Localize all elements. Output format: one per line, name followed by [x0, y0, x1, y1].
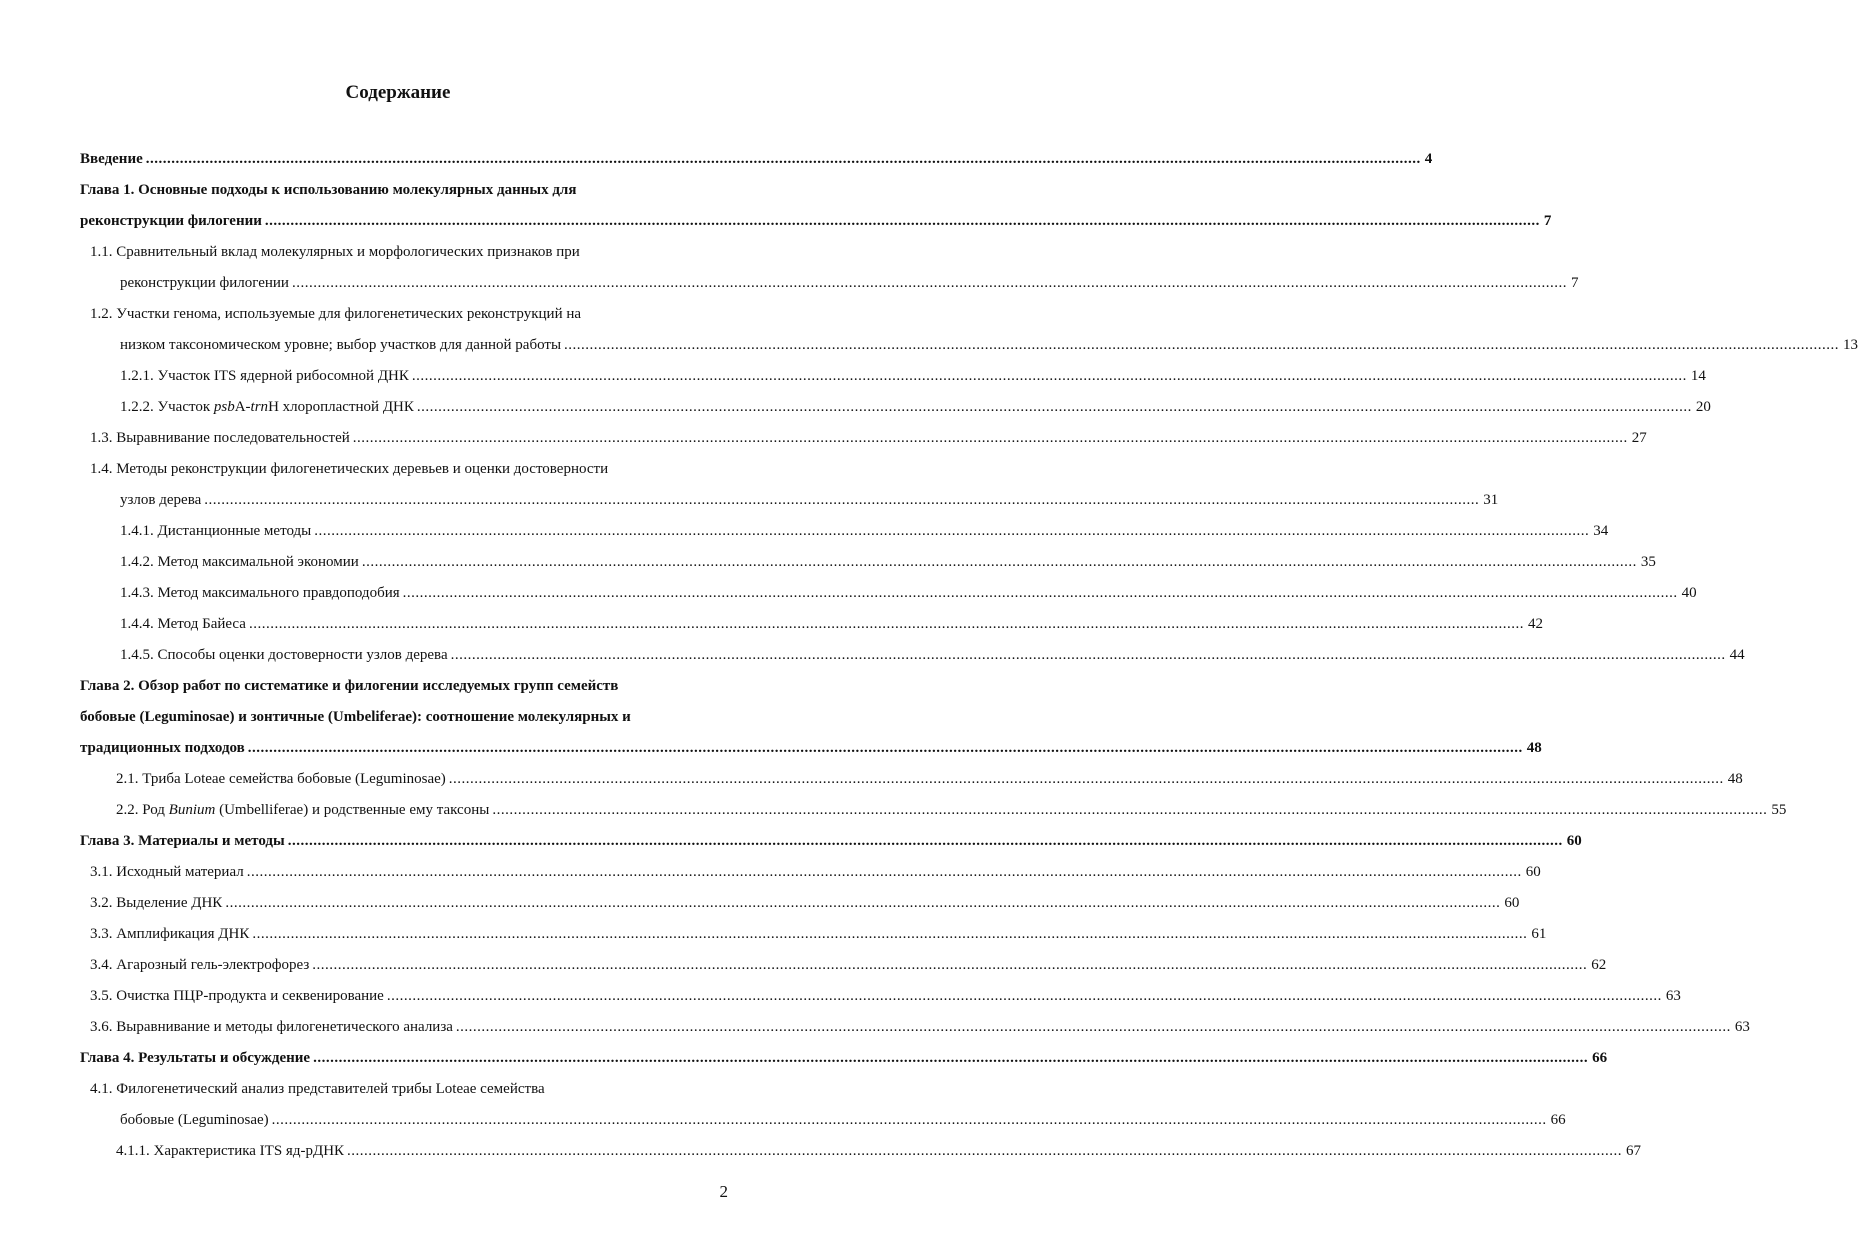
toc-entry-1-4-1[interactable]	[0, 516, 1609, 547]
page-title: Содержание	[345, 82, 451, 103]
toc-entry-text: 3.1. Исходный материал	[90, 864, 244, 880]
toc-entry-text: 1.2.2. Участок psbA-trnH хлоропластной ДНК	[120, 399, 414, 415]
toc-entry-3-6[interactable]	[0, 1012, 1750, 1043]
toc-entry-text: 4.1. Филогенетический анализ представителей трибы Loteae семейства	[90, 1081, 545, 1097]
toc-page-number: 13	[1843, 337, 1858, 353]
toc-entry-text: 3.5. Очистка ПЦР-продукта и секвенирование	[90, 988, 384, 1004]
toc-entry-1-4-3[interactable]	[0, 578, 1697, 609]
leader-dots: ............................................................................................................................................................................................................................................................................................................	[248, 616, 1524, 632]
toc-entry-chapter-2[interactable]	[0, 733, 1542, 764]
toc-entry-text: 1.1. Сравнительный вклад молекулярных и морфологических признаков при	[90, 244, 580, 260]
toc-entry-line[interactable]	[0, 237, 796, 268]
leader-dots: ............................................................................................................................................................................................................................................................................................................	[312, 957, 1588, 973]
toc-page-number: 48	[1727, 771, 1743, 787]
leader-dots: ............................................................................................................................................................................................................................................................................................................	[264, 213, 1540, 229]
toc-entry-line[interactable]	[0, 1074, 796, 1105]
toc-page-number: 14	[1690, 368, 1706, 384]
toc-entry-text: Глава 2. Обзор работ по систематике и филогении исследуемых групп семейств	[80, 678, 619, 694]
toc-entry-1-2[interactable]	[0, 330, 1858, 361]
toc-entry-3-1[interactable]	[0, 857, 1541, 888]
toc-page-number: 66	[1592, 1050, 1608, 1066]
toc-entry-text: Глава 4. Результаты и обсуждение	[80, 1050, 311, 1066]
toc-page-number: 63	[1665, 988, 1681, 1004]
toc-entry-text: 1.4.4. Метод Байеса	[120, 616, 246, 632]
toc-entry-3-3[interactable]	[0, 919, 1547, 950]
toc-entry-text: 3.4. Агарозный гель-электрофорез	[90, 957, 310, 973]
toc-page-number: 60	[1525, 864, 1541, 880]
leader-dots: ............................................................................................................................................................................................................................................................................................................	[492, 802, 1768, 818]
toc-entry-text: 1.4.1. Дистанционные методы	[120, 523, 312, 539]
leader-dots: ............................................................................................................................................................................................................................................................................................................	[450, 647, 1726, 663]
toc-entry-line[interactable]	[0, 454, 796, 485]
toc-page-number: 27	[1631, 430, 1647, 446]
toc-entry-text: 1.4. Методы реконструкции филогенетических деревьев и оценки достоверности	[90, 461, 609, 477]
toc-entry-1-4-2[interactable]	[0, 547, 1656, 578]
toc-page-number: 42	[1527, 616, 1543, 632]
toc-entry-1-4-5[interactable]	[0, 640, 1745, 671]
leader-dots: ............................................................................................................................................................................................................................................................................................................	[225, 895, 1501, 911]
leader-dots: ............................................................................................................................................................................................................................................................................................................	[271, 1112, 1547, 1128]
toc-entry-chapter-3[interactable]	[0, 826, 1582, 857]
toc-entry-text: бобовые (Leguminosae) и зонтичные (Umbeliferae): соотношение молекулярных и	[80, 709, 631, 725]
toc-page-number: 34	[1593, 523, 1609, 539]
toc-entry-1-3[interactable]	[0, 423, 1647, 454]
toc-entry-4-1-1[interactable]	[0, 1136, 1642, 1167]
leader-dots: ............................................................................................................................................................................................................................................................................................................	[347, 1143, 1623, 1159]
toc-entry-2-2[interactable]	[0, 795, 1787, 826]
toc-entry-text: 1.4.2. Метод максимальной экономии	[120, 554, 359, 570]
toc-entry-chapter-4[interactable]	[0, 1043, 1608, 1074]
toc-entry-text: реконструкции филогении	[120, 275, 289, 291]
toc-entry-text: 2.2. Род Bunium (Umbelliferae) и родственные ему таксоны	[116, 802, 490, 818]
toc-entry-1-1[interactable]	[0, 268, 1579, 299]
leader-dots: ............................................................................................................................................................................................................................................................................................................	[145, 151, 1421, 167]
toc-entry-introduction[interactable]	[0, 144, 1433, 175]
toc-page-number: 7	[1570, 275, 1579, 291]
leader-dots: ............................................................................................................................................................................................................................................................................................................	[313, 1050, 1589, 1066]
toc-entry-text: Введение	[80, 151, 143, 167]
toc-entry-text: 1.2. Участки генома, используемые для филогенетических реконструкций на	[90, 306, 582, 322]
toc-entry-text: бобовые (Leguminosae)	[120, 1112, 269, 1128]
toc-page-number: 44	[1729, 647, 1745, 663]
leader-dots: ............................................................................................................................................................................................................................................................................................................	[291, 275, 1567, 291]
toc-page-number: 60	[1504, 895, 1520, 911]
toc-entry-text: Глава 1. Основные подходы к использованию молекулярных данных для	[80, 182, 577, 198]
toc-entry-text: 4.1.1. Характеристика ITS яд-рДНК	[116, 1143, 345, 1159]
toc-page-number: 60	[1566, 833, 1582, 849]
toc-entry-3-5[interactable]	[0, 981, 1681, 1012]
leader-dots: ............................................................................................................................................................................................................................................................................................................	[411, 368, 1687, 384]
toc-entry-3-4[interactable]	[0, 950, 1607, 981]
leader-dots: ............................................................................................................................................................................................................................................................................................................	[287, 833, 1563, 849]
leader-dots: ............................................................................................................................................................................................................................................................................................................	[314, 523, 1590, 539]
toc-entry-3-2[interactable]	[0, 888, 1520, 919]
leader-dots: ............................................................................................................................................................................................................................................................................................................	[455, 1019, 1731, 1035]
toc-entry-4-1[interactable]	[0, 1105, 1566, 1136]
toc-page-number: 55	[1771, 802, 1787, 818]
toc-entry-text: 1.4.5. Способы оценки достоверности узлов дерева	[120, 647, 448, 663]
leader-dots: ............................................................................................................................................................................................................................................................................................................	[386, 988, 1662, 1004]
leader-dots: ............................................................................................................................................................................................................................................................................................................	[246, 864, 1522, 880]
toc-page-number: 35	[1640, 554, 1656, 570]
toc-entry-1-2-1[interactable]	[0, 361, 1706, 392]
toc-entry-text: реконструкции филогении	[80, 213, 262, 229]
toc-entry-text: узлов дерева	[120, 492, 202, 508]
toc-entry-1-4-4[interactable]	[0, 609, 1543, 640]
toc-entry-text: традиционных подходов	[80, 740, 245, 756]
toc-entry-text: низком таксономическом уровне; выбор участков для данной работы	[120, 337, 562, 353]
toc-page-number: 48	[1526, 740, 1542, 756]
toc-page-number: 61	[1531, 926, 1547, 942]
leader-dots: ............................................................................................................................................................................................................................................................................................................	[416, 399, 1692, 415]
toc-chapter-heading-line[interactable]	[0, 175, 796, 206]
toc-page-number: 67	[1626, 1143, 1642, 1159]
toc-entry-text: 1.2.1. Участок ITS ядерной рибосомной ДНК	[120, 368, 409, 384]
toc-page-number: 62	[1591, 957, 1607, 973]
toc-entry-text: 1.3. Выравнивание последовательностей	[90, 430, 350, 446]
toc-entry-text: 3.2. Выделение ДНК	[90, 895, 223, 911]
toc-entry-text: Глава 3. Материалы и методы	[80, 833, 285, 849]
toc-page-number: 20	[1695, 399, 1711, 415]
toc-page-number: 4	[1424, 151, 1433, 167]
toc-page-number: 7	[1543, 213, 1552, 229]
page-number: 2	[719, 1182, 728, 1201]
toc-entry-text: 1.4.3. Метод максимального правдоподобия	[120, 585, 400, 601]
toc-page-number: 66	[1550, 1112, 1566, 1128]
toc-entry-text: 3.3. Амплификация ДНК	[90, 926, 250, 942]
toc-entry-text: 2.1. Триба Loteae семейства бобовые (Leguminosae)	[116, 771, 446, 787]
leader-dots: ............................................................................................................................................................................................................................................................................................................	[448, 771, 1724, 787]
leader-dots: ............................................................................................................................................................................................................................................................................................................	[402, 585, 1678, 601]
toc-chapter-heading-line[interactable]	[0, 671, 796, 702]
table-of-contents	[0, 144, 1858, 1167]
leader-dots: ............................................................................................................................................................................................................................................................................................................	[361, 554, 1637, 570]
leader-dots: ............................................................................................................................................................................................................................................................................................................	[204, 492, 1480, 508]
toc-chapter-heading-line[interactable]	[0, 702, 796, 733]
toc-entry-1-2-2[interactable]	[0, 392, 1711, 423]
leader-dots: ............................................................................................................................................................................................................................................................................................................	[564, 337, 1840, 353]
leader-dots: ............................................................................................................................................................................................................................................................................................................	[252, 926, 1528, 942]
leader-dots: ............................................................................................................................................................................................................................................................................................................	[247, 740, 1523, 756]
toc-entry-line[interactable]	[0, 299, 796, 330]
toc-entry-text: 3.6. Выравнивание и методы филогенетического анализа	[90, 1019, 453, 1035]
toc-page-number: 63	[1734, 1019, 1750, 1035]
leader-dots: ............................................................................................................................................................................................................................................................................................................	[352, 430, 1628, 446]
toc-page-number: 40	[1681, 585, 1697, 601]
toc-entry-chapter-1[interactable]	[0, 206, 1552, 237]
toc-page-number: 31	[1483, 492, 1499, 508]
toc-entry-2-1[interactable]	[0, 764, 1743, 795]
toc-entry-1-4[interactable]	[0, 485, 1499, 516]
